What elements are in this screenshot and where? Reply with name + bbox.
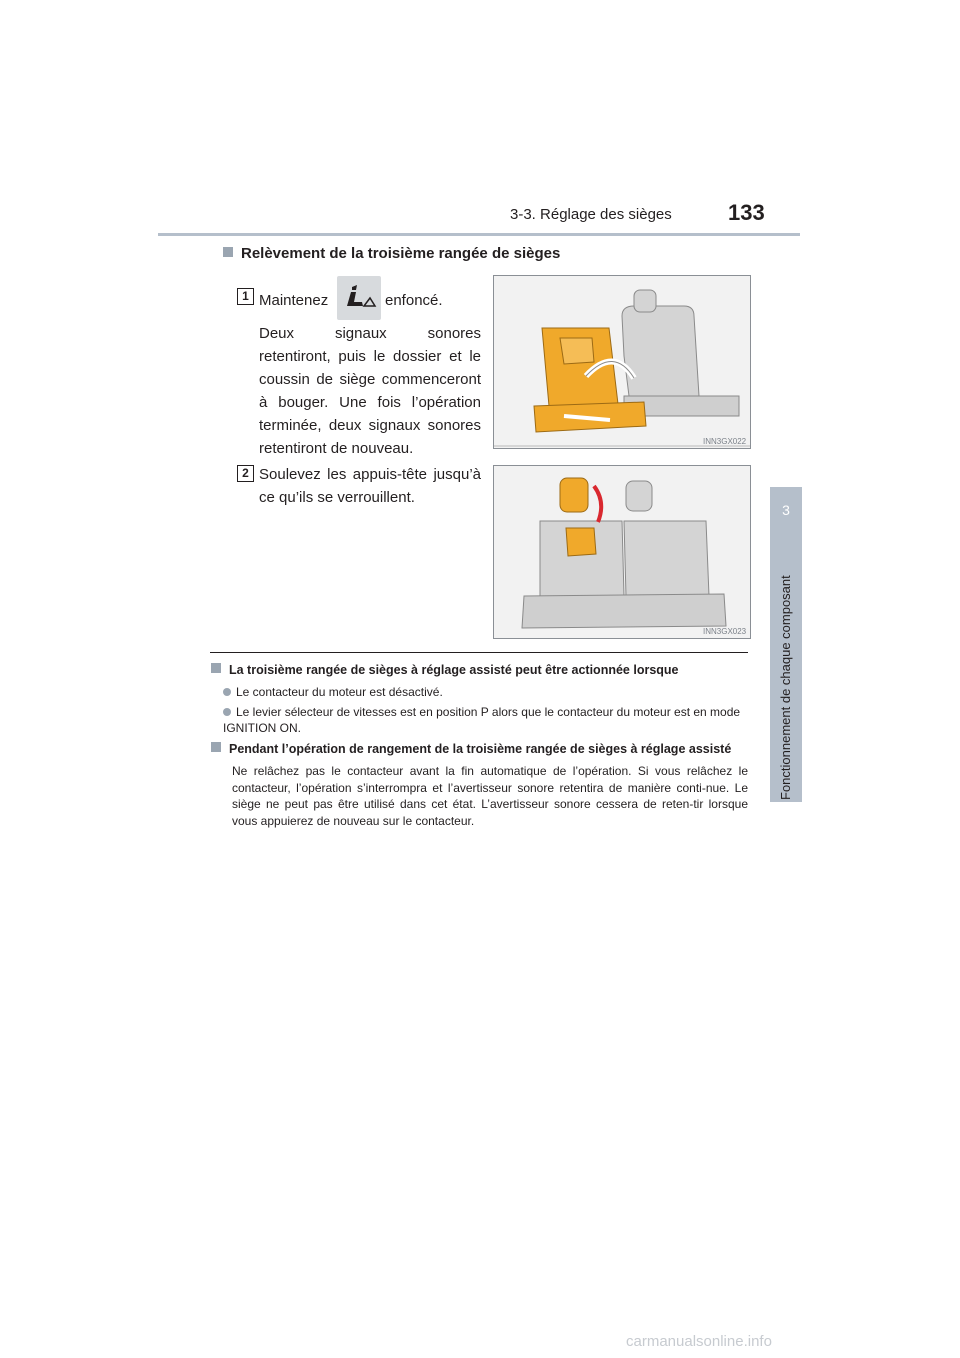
section-heading — [223, 245, 560, 262]
step-1-badge: 1 — [237, 288, 254, 305]
square-bullet-icon — [223, 247, 233, 257]
step-1-text-before: Maintenez — [259, 292, 329, 309]
dot-bullet-icon — [223, 688, 231, 696]
chapter-label: Fonctionnement de chaque composant — [778, 575, 793, 800]
illustration-seat-raising — [493, 275, 751, 449]
seat-button-icon — [337, 276, 381, 320]
note-bullet-2-text: Le levier sélecteur de vitesses est en position P alors que le contacteur du moteur est en mode IGNITION ON. — [223, 705, 741, 735]
note-bullet-1 — [223, 684, 443, 700]
square-bullet-icon — [211, 663, 221, 673]
dot-bullet-icon — [223, 708, 231, 716]
note-bullet-2 — [223, 704, 749, 736]
page-number: 133 — [728, 200, 765, 225]
step-1-description: Deux signaux sonores retentiront, puis le dossier et le coussin de siège commenceront à bouger. Une fois l’opération terminée, deux signaux sonores retentiront de nouveau. — [259, 325, 481, 457]
header-title: 3-3. Réglage des sièges — [510, 206, 672, 223]
step-2-badge: 2 — [237, 465, 254, 482]
header-rule — [158, 233, 800, 236]
image-code-1: INN3GX022 — [703, 437, 747, 446]
chapter-number: 3 — [782, 502, 790, 518]
watermark: carmanualsonline.info — [626, 1333, 772, 1350]
note-heading-2-text: Pendant l’opération de rangement de la troisième rangée de sièges à réglage assisté — [229, 742, 732, 756]
note-heading-2 — [211, 742, 731, 756]
notes-divider — [210, 652, 748, 653]
step-1-text-after: enfoncé. — [385, 292, 443, 309]
note-paragraph: Ne relâchez pas le contacteur avant la fin automatique de l’opération. Si vous relâchez le contacteur, l’opération s’interrompra et l’avertisseur sonore retentira de manière conti-nue. Le siège ne peut pas être utilisé dans cet état. L’avertisseur sonore cessera de reten-tir lorsque vous appuierez de nouveau sur le contacteur. — [232, 764, 748, 828]
square-bullet-icon — [211, 742, 221, 752]
note-heading-1-text: La troisième rangée de sièges à réglage assisté peut être actionnée lorsque — [229, 663, 679, 677]
illustration-headrest-raise — [493, 465, 751, 639]
image-code-2: INN3GX023 — [703, 627, 747, 636]
note-heading-1 — [211, 663, 679, 677]
step-2-text: Soulevez les appuis-tête jusqu’à ce qu’ils se verrouillent. — [259, 466, 481, 506]
note-bullet-1-text: Le contacteur du moteur est désactivé. — [236, 685, 443, 699]
section-heading-text: Relèvement de la troisième rangée de sièges — [241, 245, 561, 262]
